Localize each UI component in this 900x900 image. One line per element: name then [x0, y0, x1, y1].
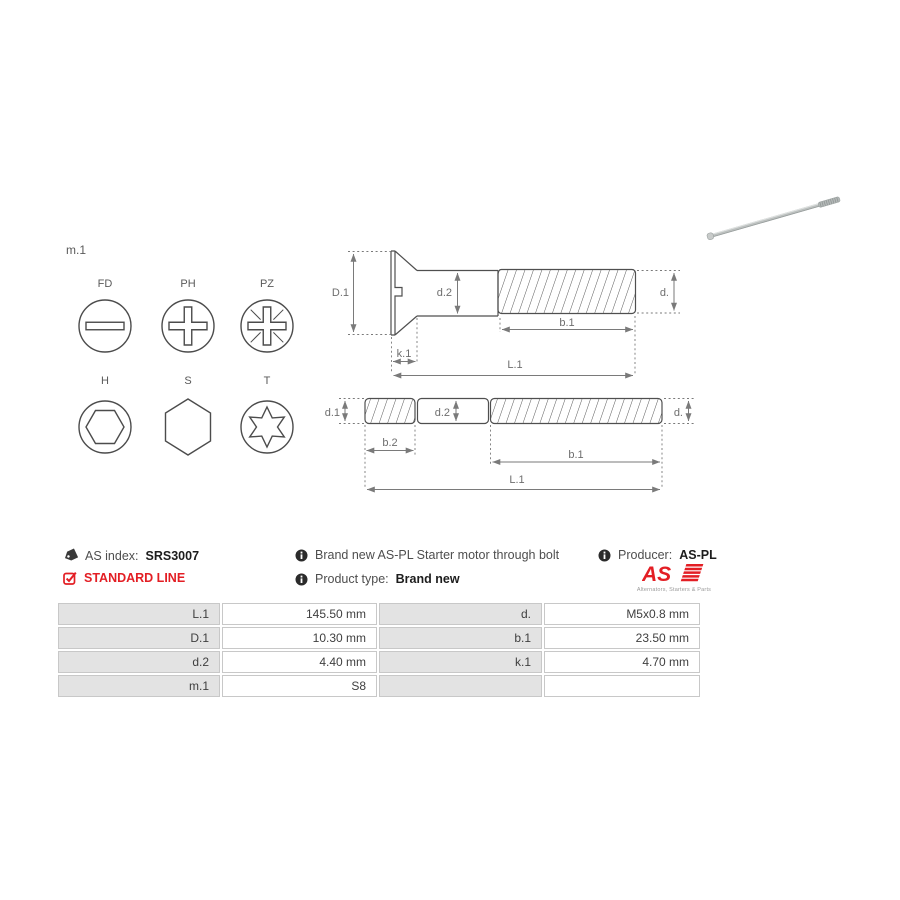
- dim-d1: [339, 399, 365, 424]
- drive-label-h: H: [101, 375, 109, 387]
- dim-label-d2: d.2: [434, 407, 450, 419]
- logo-text: AS: [642, 563, 672, 586]
- stud-diagram-side-view: [325, 388, 700, 500]
- info-icon: [295, 573, 308, 586]
- product-description: Brand new AS-PL Starter motor through bolt: [315, 548, 560, 562]
- drive-type-icons: [60, 270, 310, 465]
- spec-value: [544, 675, 700, 697]
- dim-label-d: d.: [673, 407, 683, 419]
- spec-value: M5x0.8 mm: [544, 603, 700, 625]
- drive-label-s: S: [184, 375, 192, 387]
- dim-label-b1: b.1: [568, 449, 584, 461]
- dim-b2: [365, 425, 415, 488]
- torx-drive-icon: [241, 401, 293, 453]
- spec-label: d.2: [58, 651, 220, 673]
- product-type-label: Product type:: [315, 572, 389, 586]
- as-index-value: SRS3007: [145, 548, 200, 563]
- drive-label-pz: PZ: [259, 278, 275, 290]
- dim-label-k1: k.1: [396, 348, 412, 360]
- drive-section-label: m.1: [66, 243, 87, 257]
- standard-line-row: [63, 571, 185, 585]
- spec-value: 4.40 mm: [222, 651, 377, 673]
- producer-value: AS-PL: [679, 548, 717, 562]
- dim-d: [637, 271, 680, 314]
- dim-label-d1: d.1: [325, 407, 340, 419]
- spec-label: m.1: [58, 675, 220, 697]
- dim-label-b2: b.2: [382, 437, 398, 449]
- hex-external-drive-icon: [166, 399, 211, 455]
- spec-label: L.1: [58, 603, 220, 625]
- as-index-label: AS index:: [85, 548, 139, 563]
- dim-label-d: d.: [659, 287, 669, 299]
- producer-row: [598, 548, 717, 562]
- spec-label: d.: [379, 603, 542, 625]
- dim-label-L1: L.1: [507, 359, 523, 371]
- stud-outline: [365, 399, 662, 424]
- phillips-drive-icon: [162, 300, 214, 352]
- spec-label: k.1: [379, 651, 542, 673]
- drive-label-ph: PH: [180, 278, 196, 290]
- spec-value: 10.30 mm: [222, 627, 377, 649]
- slotted-drive-icon: [79, 300, 131, 352]
- screw-diagram-side-view: [325, 240, 695, 385]
- checkbox-check-icon: [63, 571, 77, 585]
- hex-socket-drive-icon: [79, 401, 131, 453]
- screw-outline: [391, 251, 636, 335]
- spec-label: D.1: [58, 627, 220, 649]
- product-photo: [695, 182, 865, 247]
- info-icon: [598, 549, 611, 562]
- spec-value: S8: [222, 675, 377, 697]
- pozidriv-drive-icon: [241, 300, 293, 352]
- spec-value: 23.50 mm: [544, 627, 700, 649]
- standard-line-label: STANDARD LINE: [84, 571, 186, 585]
- drive-label-t: T: [263, 375, 271, 387]
- spec-value: 145.50 mm: [222, 603, 377, 625]
- spec-label: [379, 675, 542, 697]
- logo-subtext: Alternators, Starters & Parts: [636, 587, 712, 593]
- dim-D1: [348, 252, 391, 335]
- info-icon: [295, 549, 308, 562]
- producer-label: Producer:: [618, 548, 673, 562]
- bolt-photo-rod: [706, 196, 840, 240]
- spec-label: b.1: [379, 627, 542, 649]
- dim-label-D1: D.1: [331, 287, 349, 299]
- spec-table: [58, 603, 702, 697]
- tag-icon: [63, 548, 78, 563]
- dim-label-L1: L.1: [509, 474, 525, 486]
- product-type-row: [295, 572, 460, 586]
- product-type-value: Brand new: [395, 572, 460, 586]
- spec-value: 4.70 mm: [544, 651, 700, 673]
- as-index-row: [63, 548, 199, 563]
- drive-label-fd: FD: [97, 278, 113, 290]
- dim-label-d2: d.2: [436, 287, 452, 299]
- description-row: [295, 548, 559, 562]
- dim-label-b1: b.1: [559, 317, 575, 329]
